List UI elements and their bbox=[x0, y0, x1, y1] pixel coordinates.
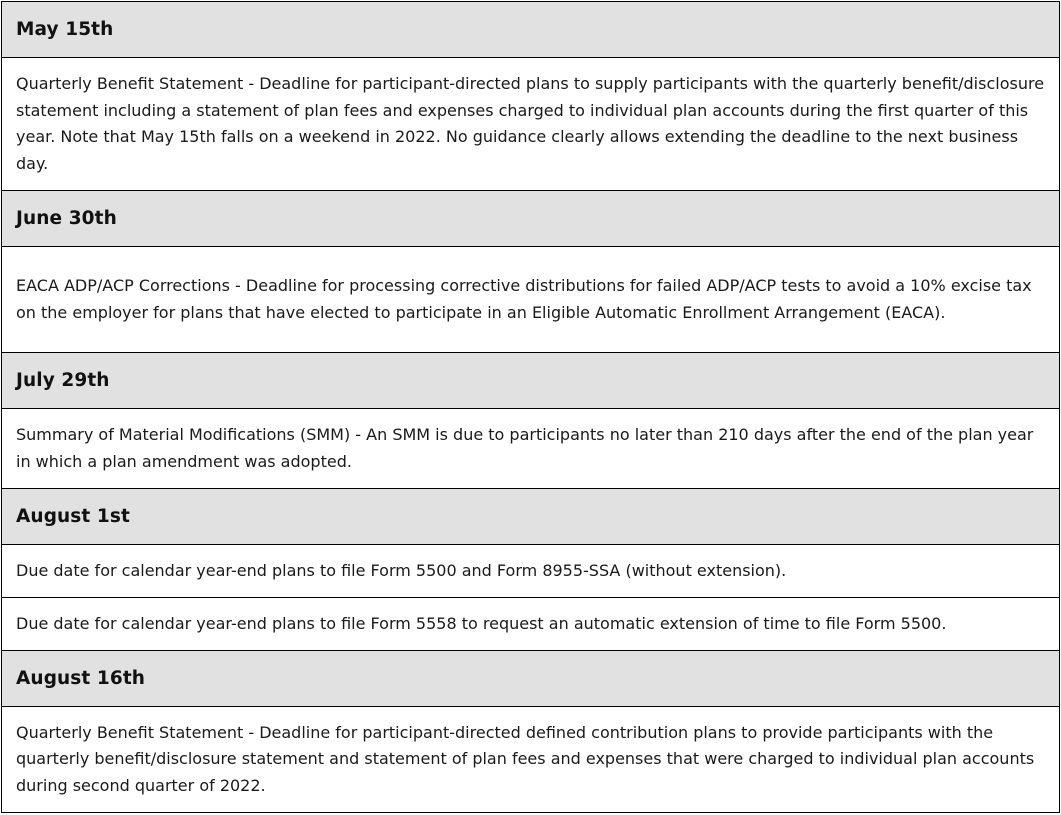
section-header-row bbox=[2, 2, 1060, 58]
section-header-row bbox=[2, 651, 1060, 707]
deadline-description: Quarterly Benefit Statement - Deadline for participant-directed defined contribution plans to provide participants with the quarterly benefit/disclosure statement and statement of plan fees and expenses that were charged to individual plan accounts during second quarter of 2022. bbox=[2, 707, 1060, 813]
section-date-heading: July 29th bbox=[2, 353, 1060, 409]
section-header-row bbox=[2, 489, 1060, 545]
section-date-heading: May 15th bbox=[2, 2, 1060, 58]
deadline-description: Summary of Material Modifications (SMM) - An SMM is due to participants no later than 210 days after the end of the plan year in which a plan amendment was adopted. bbox=[2, 409, 1060, 489]
section-entry-row bbox=[2, 58, 1060, 191]
section-header-row bbox=[2, 191, 1060, 247]
section-entry-row bbox=[2, 247, 1060, 353]
section-date-heading: August 16th bbox=[2, 651, 1060, 707]
section-date-heading: June 30th bbox=[2, 191, 1060, 247]
section-entry-row bbox=[2, 707, 1060, 813]
deadline-description: EACA ADP/ACP Corrections - Deadline for processing corrective distributions for failed ADP/ACP tests to avoid a 10% excise tax on the employer for plans that have elected to participate in an Eligible Automatic Enrollment Arrangement (EACA). bbox=[2, 247, 1060, 353]
deadline-description: Due date for calendar year-end plans to file Form 5558 to request an automatic extension of time to file Form 5500. bbox=[2, 598, 1060, 651]
deadline-description: Due date for calendar year-end plans to file Form 5500 and Form 8955-SSA (without extension). bbox=[2, 545, 1060, 598]
section-date-heading: August 1st bbox=[2, 489, 1060, 545]
section-entry-row bbox=[2, 409, 1060, 489]
section-entry-row bbox=[2, 545, 1060, 598]
deadline-description: Quarterly Benefit Statement - Deadline for participant-directed plans to supply participants with the quarterly benefit/disclosure statement including a statement of plan fees and expenses charged to individual plan accounts during the first quarter of this year. Note that May 15th falls on a weekend in 2022. No guidance clearly allows extending the deadline to the next business day. bbox=[2, 58, 1060, 191]
section-header-row bbox=[2, 353, 1060, 409]
deadline-calendar-table bbox=[1, 1, 1060, 813]
section-entry-row bbox=[2, 598, 1060, 651]
